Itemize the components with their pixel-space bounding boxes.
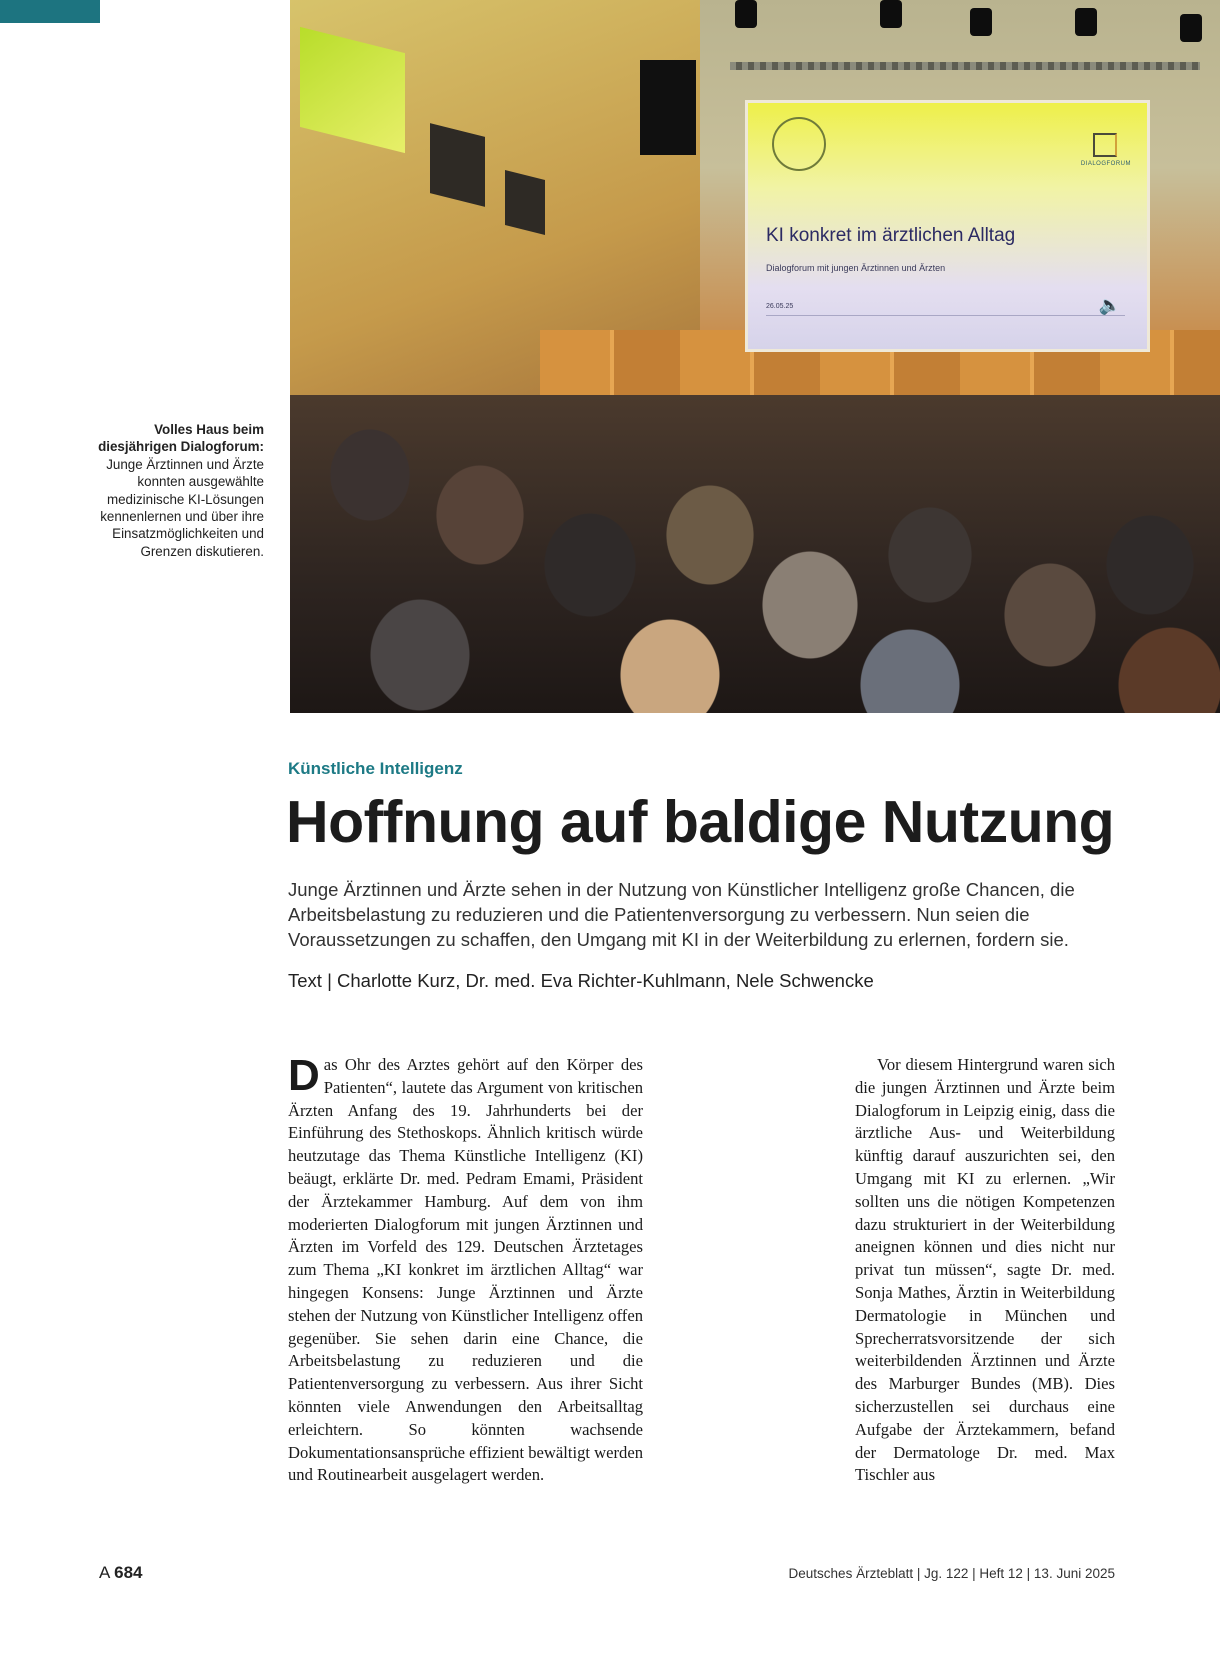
projection-screen <box>745 100 1150 352</box>
screen-title: KI konkret im ärztlichen Alltag <box>766 225 1016 246</box>
corner-accent-bar <box>0 0 100 23</box>
screen-brand: DIALOGFORUM <box>1080 161 1131 167</box>
caption-text: Junge Ärztinnen und Ärzte konnten ausgewählte medizinische KI-Lösungen kennenlernen und über ihre Einsatzmöglichkeiten und Grenzen diskutieren. <box>100 456 264 559</box>
photo-caption <box>86 421 264 560</box>
article-lead: Junge Ärztinnen und Ärzte sehen in der Nutzung von Künstlicher Intelligenz große Chancen, die Arbeitsbelastung zu reduzieren und die Patientenversorgung zu verbessern. Nun seien die Voraussetzungen zu schaffen, den Umgang mit KI in der Weiterbildung zu erlernen, fordern sie. <box>288 879 1075 950</box>
medical-chamber-logo-icon <box>772 117 826 171</box>
caption-bold: Volles Haus beim diesjährigen Dialogforum: <box>98 422 264 455</box>
screen-date: 26.05.25 <box>766 303 794 310</box>
article-column-1 <box>288 1051 643 1487</box>
speaker-box <box>640 60 696 155</box>
audience <box>290 395 1220 713</box>
article-column-2 <box>855 1054 1115 1487</box>
screen-subtitle: Dialogforum mit jungen Ärztinnen und Ärzten <box>766 263 946 273</box>
page-number: A 684 <box>99 1563 143 1582</box>
article-photo <box>290 0 1220 713</box>
journal-info: Deutsches Ärzteblatt | Jg. 122 | Heft 12 | 13. Juni 2025 <box>788 1566 1115 1581</box>
column-1-text: as Ohr des Arztes gehört auf den Körper des Patienten“, lautete das Argument von kritischen Ärzten Anfang des 19. Jahrhunderts bei der Einführung des Stethoskops. Ähnlich kritisch würde heutzutage das Thema Künstliche Intelligenz (KI) beäugt, erklärte Dr. med. Pedram Emami, Präsident der Ärztekammer Hamburg. Auf dem von ihm moderierten Dialogforum mit jungen Ärztinnen und Ärzten im Vorfeld des 129. Deutschen Ärztetages zum Thema „KI konkret im ärztlichen Alltag“ war hingegen Konsens: Junge Ärztinnen und Ärzte stehen der Nutzung von Künstlicher Intelligenz offen gegenüber. Sie sehen darin eine Chance, die Arbeitsbelastung zu reduzieren und die Patientenversorgung zu verbessern. Aus ihrer Sicht könnten viele Anwendungen den Arbeitsalltag erleichtern. So könnten wachsende Dokumentationsansprüche effizient bewältigt werden und Routinearbeit ausgelagert werden. <box>288 1055 643 1485</box>
drop-cap: D <box>288 1051 320 1100</box>
article-headline: Hoffnung auf baldige Nutzung <box>286 789 1115 855</box>
speaker-volume-icon: 🔈 <box>1098 295 1121 315</box>
article-category: Künstliche Intelligenz <box>288 759 463 778</box>
dialogforum-logo-icon <box>1093 133 1117 157</box>
article-byline: Text | Charlotte Kurz, Dr. med. Eva Richter-Kuhlmann, Nele Schwencke <box>288 970 874 991</box>
column-2-text: Vor diesem Hintergrund waren sich die jungen Ärztinnen und Ärzte beim Dialogforum in Leipzig einig, dass die ärztliche Aus- und Weiterbildung künftig darauf auszurichten sei, den Umgang mit KI zu erlernen. „Wir sollten uns die nötigen Kompetenzen dazu strukturiert in der Weiterbildung aneignen können und dies nicht nur privat tun müssen“, sagte Dr. med. Sonja Mathes, Ärztin in Weiterbildung Dermatologie in München und Sprecherratsvorsitzende der sich weiterbildenden Ärztinnen und Ärzte des Marburger Bundes (MB). Dies sicherzustellen sei durchaus eine Aufgabe der Ärztekammern, befand der Dermatologe Dr. med. Max Tischler aus <box>855 1055 1115 1485</box>
